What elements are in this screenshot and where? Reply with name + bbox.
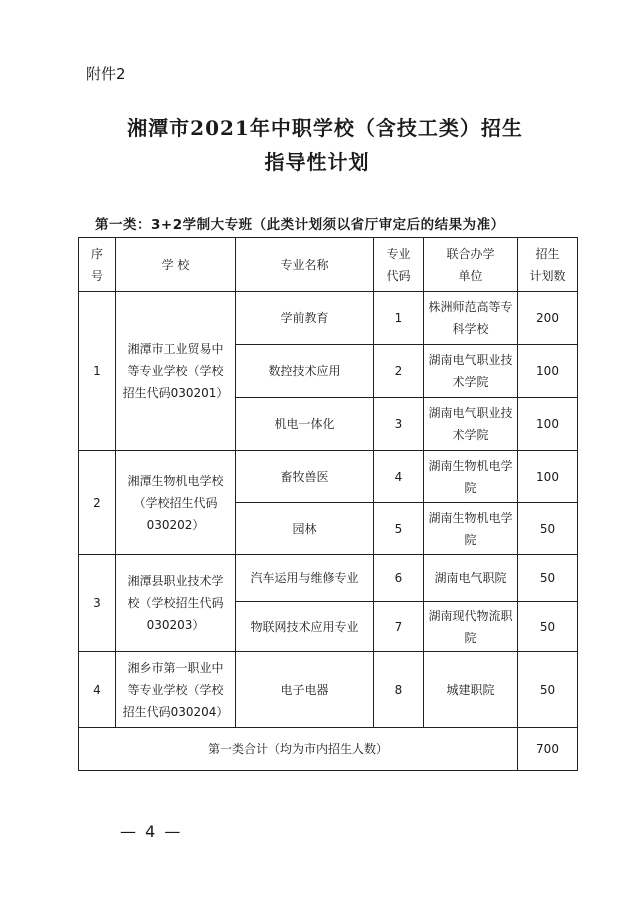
partner-cell: 城建职院 [424, 652, 518, 728]
total-label: 第一类合计（均为市内招生人数） [79, 728, 518, 771]
enrollment-plan-table [78, 237, 578, 771]
partner-cell: 湖南电气职业技术学院 [424, 345, 518, 398]
plan-cell: 100 [518, 451, 578, 503]
code-cell: 1 [374, 292, 424, 345]
school-cell: 湘潭市工业贸易中等专业学校（学校招生代码030201） [116, 292, 236, 451]
major-cell: 数控技术应用 [236, 345, 374, 398]
document-title-line2: 指导性计划 [264, 150, 370, 174]
plan-cell: 50 [518, 503, 578, 555]
school-cell: 湘潭县职业技术学校（学校招生代码030203） [116, 555, 236, 652]
header-code-line2: 代码 [386, 268, 411, 283]
header-school: 学 校 [116, 238, 236, 292]
attachment-label: 附件2 [86, 65, 126, 83]
major-cell: 物联网技术应用专业 [236, 602, 374, 652]
plan-cell: 100 [518, 398, 578, 451]
code-cell: 5 [374, 503, 424, 555]
seq-cell: 1 [79, 292, 116, 451]
major-cell: 电子电器 [236, 652, 374, 728]
header-code [374, 238, 424, 292]
total-row [79, 728, 578, 771]
header-partner-line2: 单位 [458, 268, 483, 283]
table-row [79, 292, 578, 345]
header-plan-line2: 计划数 [529, 268, 566, 283]
seq-cell: 3 [79, 555, 116, 652]
header-partner [424, 238, 518, 292]
code-cell: 3 [374, 398, 424, 451]
header-seq-line2: 号 [90, 268, 103, 283]
school-cell: 湘乡市第一职业中等专业学校（学校招生代码030204） [116, 652, 236, 728]
partner-cell: 湖南电气职院 [424, 555, 518, 602]
table-row [79, 451, 578, 503]
seq-cell: 4 [79, 652, 116, 728]
code-cell: 6 [374, 555, 424, 602]
header-seq [79, 238, 116, 292]
major-cell: 园林 [236, 503, 374, 555]
plan-cell: 50 [518, 602, 578, 652]
seq-cell: 2 [79, 451, 116, 555]
table-row [79, 555, 578, 602]
table-row [79, 652, 578, 728]
header-plan-line1: 招生 [535, 246, 560, 261]
page-number: — 4 — [120, 822, 183, 841]
plan-cell: 200 [518, 292, 578, 345]
header-code-line1: 专业 [386, 246, 411, 261]
total-value: 700 [518, 728, 578, 771]
header-major: 专业名称 [236, 238, 374, 292]
major-cell: 学前教育 [236, 292, 374, 345]
code-cell: 7 [374, 602, 424, 652]
document-title-line1: 湘潭市2021年中职学校（含技工类）招生 [127, 116, 523, 140]
code-cell: 4 [374, 451, 424, 503]
partner-cell: 湖南现代物流职院 [424, 602, 518, 652]
school-cell: 湘潭生物机电学校（学校招生代码030202） [116, 451, 236, 555]
header-seq-line1: 序 [90, 246, 103, 261]
major-cell: 畜牧兽医 [236, 451, 374, 503]
plan-cell: 50 [518, 652, 578, 728]
header-plan [518, 238, 578, 292]
partner-cell: 株洲师范高等专科学校 [424, 292, 518, 345]
plan-cell: 50 [518, 555, 578, 602]
code-cell: 2 [374, 345, 424, 398]
major-cell: 汽车运用与维修专业 [236, 555, 374, 602]
plan-cell: 100 [518, 345, 578, 398]
major-cell: 机电一体化 [236, 398, 374, 451]
partner-cell: 湖南电气职业技术学院 [424, 398, 518, 451]
partner-cell: 湖南生物机电学院 [424, 503, 518, 555]
header-partner-line1: 联合办学 [446, 246, 495, 261]
code-cell: 8 [374, 652, 424, 728]
partner-cell: 湖南生物机电学院 [424, 451, 518, 503]
section-title: 第一类：3+2学制大专班（此类计划须以省厅审定后的结果为准） [95, 217, 505, 233]
